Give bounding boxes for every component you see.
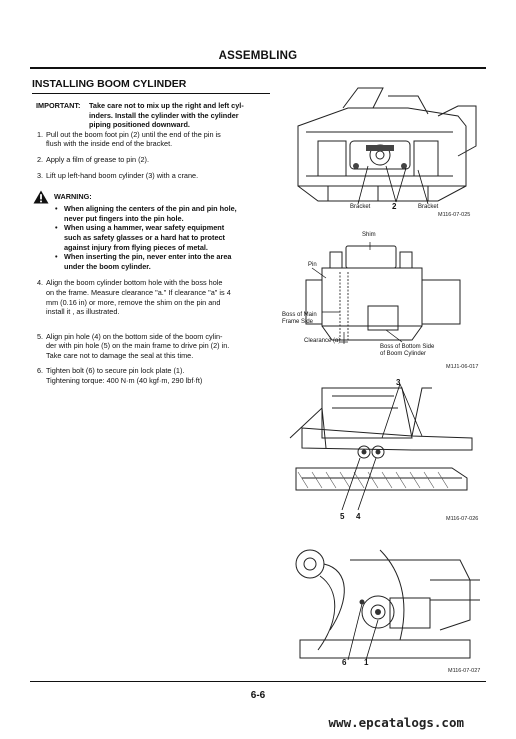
figure-code: M116-07-026 xyxy=(446,516,479,522)
bullet-line: under the boom cylinder. xyxy=(64,261,151,271)
label-bracket-right: Bracket xyxy=(418,204,439,210)
figure-pin-lock-plate xyxy=(290,540,484,678)
figure-code: M116-07-025 xyxy=(438,212,471,218)
important-line: Take care not to mix up the right and left cyl- xyxy=(89,101,244,110)
step-line: Align pin hole (4) on the bottom side of the boom cylin- xyxy=(46,331,223,341)
step-number: 3. xyxy=(37,170,44,180)
steps-first xyxy=(32,130,270,180)
boom-foot-illustration xyxy=(288,86,484,220)
warning-bullet xyxy=(32,204,270,223)
bullet-dot-icon: • xyxy=(55,204,58,214)
callout-5: 5 xyxy=(340,512,345,521)
figure-cylinder-lifting xyxy=(282,378,484,526)
label-line: Boss of Bottom Side xyxy=(380,344,435,350)
bullet-dot-icon: • xyxy=(55,252,58,262)
step-line: mm (0.16 in) or more, remove the shim on the pin and xyxy=(46,297,221,307)
step-number: 5. xyxy=(37,331,44,341)
instructions-column xyxy=(32,78,270,386)
step-line: Align the boom cylinder bottom hole with the boss hole xyxy=(46,278,223,288)
page-number: 6-6 xyxy=(250,690,266,701)
label-boss-main-frame xyxy=(282,312,317,326)
step-number: 4. xyxy=(37,278,44,288)
step-line: Lift up left-hand boom cylinder (3) with a crane. xyxy=(46,170,199,180)
cylinder-lifting-illustration xyxy=(282,378,484,526)
step-line: der with pin hole (5) on the main frame to drive pin (2) in. xyxy=(46,341,230,351)
header-rule xyxy=(30,67,486,69)
pin-lock-plate-illustration xyxy=(290,540,484,678)
label-clearance: Clearance (a) xyxy=(304,338,341,344)
bullet-line: against injury from flying pieces of metal. xyxy=(64,242,208,252)
warning-label: WARNING: xyxy=(54,192,92,202)
bullet-line: When inserting the pin, never enter into the area xyxy=(64,252,232,262)
figure-code: M116-07-027 xyxy=(448,668,481,674)
warning-triangle-icon xyxy=(33,190,49,204)
label-pin: Pin xyxy=(308,262,317,268)
label-bracket-left: Bracket xyxy=(350,204,371,210)
watermark-url: www.epcatalogs.com xyxy=(328,715,464,730)
label-shim: Shim xyxy=(362,232,376,238)
step-line: Tightening torque: 400 N·m (40 kgf·m, 290 lbf·ft) xyxy=(46,376,203,386)
section-title: INSTALLING BOOM CYLINDER xyxy=(32,78,187,90)
step-line: Tighten bolt (6) to secure pin lock plate (1). xyxy=(46,366,185,376)
bullet-line: When using a hammer, wear safety equipment xyxy=(64,223,225,233)
important-line: piping positioned downward. xyxy=(89,120,190,130)
bullet-dot-icon: • xyxy=(55,223,58,233)
step-number: 6. xyxy=(37,366,44,376)
step-line: on the frame. Measure clearance "a." If clearance "a" is 4 xyxy=(46,287,231,297)
callout-3: 3 xyxy=(396,378,401,387)
step-4 xyxy=(32,278,270,316)
label-boss-bottom-cylinder xyxy=(380,344,434,358)
step-line: flush with the inside end of the bracket. xyxy=(46,139,173,149)
warning-bullet xyxy=(32,252,270,271)
section-rule xyxy=(32,93,270,94)
important-label: IMPORTANT: xyxy=(36,101,81,110)
step-number: 1. xyxy=(37,129,44,139)
step-number: 2. xyxy=(37,154,44,164)
bullet-line: never put fingers into the pin hole. xyxy=(64,213,184,223)
warning-heading xyxy=(32,190,270,204)
footer-rule xyxy=(30,681,486,682)
important-line: inders. Install the cylinder with the cylinder xyxy=(89,110,239,120)
callout-1: 1 xyxy=(364,658,369,667)
step-line: Apply a film of grease to pin (2). xyxy=(46,154,150,164)
figure-code: M1J1-06-017 xyxy=(446,364,479,370)
figure-boom-foot-pin xyxy=(288,86,484,220)
step-1 xyxy=(32,130,270,149)
step-2 xyxy=(32,155,270,165)
step-line: install it , as illustrated. xyxy=(46,307,120,317)
callout-4: 4 xyxy=(356,512,361,521)
important-note xyxy=(32,101,270,130)
callout-2: 2 xyxy=(392,202,397,211)
warning-bullet xyxy=(32,223,270,252)
step-6 xyxy=(32,366,270,385)
figure-clearance-detail xyxy=(282,228,484,374)
label-line: Frame Side xyxy=(282,319,314,325)
label-line: of Boom Cylinder xyxy=(380,351,427,357)
step-3 xyxy=(32,171,270,181)
label-line: Boss of Main xyxy=(282,312,317,318)
step-line: Take care not to damage the seal at this time. xyxy=(46,350,194,360)
callout-6: 6 xyxy=(342,658,347,667)
bullet-line: such as safety glasses or a hard hat to protect xyxy=(64,232,225,242)
bullet-line: When aligning the centers of the pin and pin hole, xyxy=(64,204,237,214)
step-line: Pull out the boom foot pin (2) until the end of the pin is xyxy=(46,129,221,139)
page-header-title: ASSEMBLING xyxy=(218,50,298,62)
step-5 xyxy=(32,332,270,361)
